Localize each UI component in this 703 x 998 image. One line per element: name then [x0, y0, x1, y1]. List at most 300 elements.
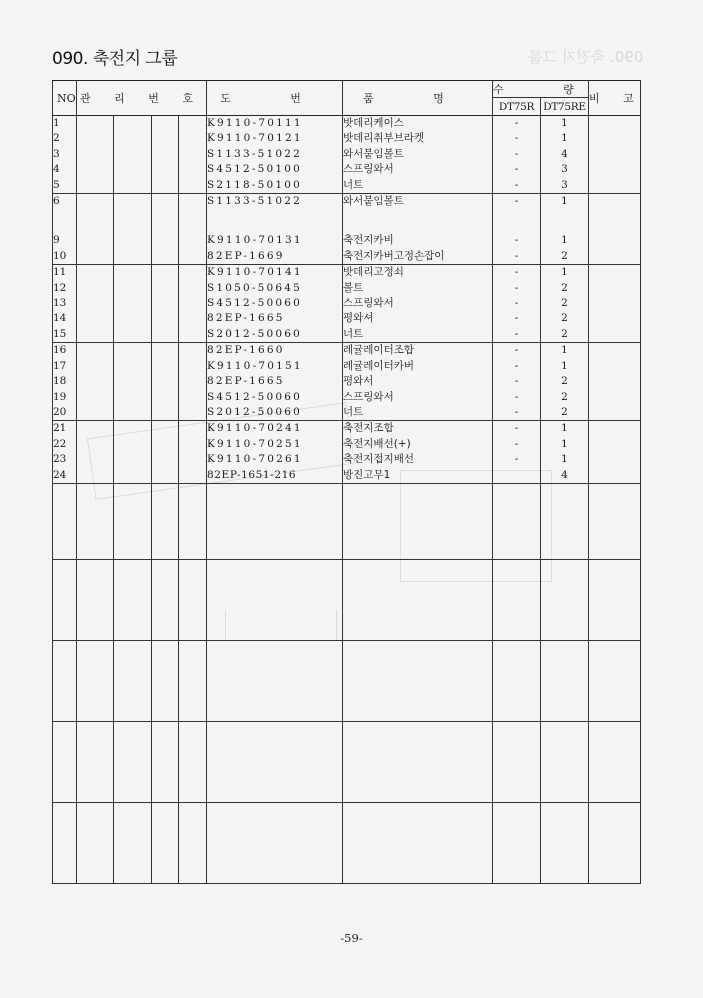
empty-cell — [207, 483, 343, 559]
part-name: 스프링와서 — [343, 296, 493, 311]
qty-dt75r: - — [493, 265, 541, 281]
drawing-number: S4512-50060 — [207, 390, 343, 405]
remarks-cell — [589, 249, 641, 265]
management-number-cell — [152, 374, 179, 389]
management-number-cell — [77, 116, 114, 132]
management-number-cell — [179, 421, 207, 437]
drawing-number: K9110-70251 — [207, 437, 343, 452]
table-row — [53, 178, 641, 194]
management-number-cell — [152, 359, 179, 374]
qty-dt75r: - — [493, 390, 541, 405]
empty-cell — [343, 209, 493, 233]
empty-cell — [541, 483, 589, 559]
drawing-number: S2012-50060 — [207, 327, 343, 343]
remarks-cell — [589, 405, 641, 421]
qty-dt75re: 4 — [541, 468, 589, 484]
empty-cell — [207, 209, 343, 233]
empty-cell — [179, 209, 207, 233]
management-number-cell — [114, 452, 152, 467]
part-name: 축전지접지배선 — [343, 452, 493, 467]
empty-row — [53, 559, 641, 640]
management-number-cell — [114, 281, 152, 296]
table-row — [53, 249, 641, 265]
management-number-cell — [114, 359, 152, 374]
empty-cell — [77, 483, 114, 559]
management-number-cell — [114, 327, 152, 343]
qty-dt75re: 3 — [541, 162, 589, 177]
qty-dt75r: - — [493, 162, 541, 177]
table-row — [53, 437, 641, 452]
empty-cell — [53, 209, 77, 233]
drawing-number: S2012-50060 — [207, 405, 343, 421]
header-no: NO — [53, 81, 77, 116]
empty-row — [53, 483, 641, 559]
empty-cell — [77, 209, 114, 233]
part-name: 밧데리고정쇠 — [343, 265, 493, 281]
empty-cell — [152, 559, 179, 640]
table-row — [53, 265, 641, 281]
table-row — [53, 147, 641, 162]
row-no: 14 — [53, 311, 77, 326]
management-number-cell — [114, 421, 152, 437]
empty-cell — [114, 640, 152, 721]
row-no: 24 — [53, 468, 77, 484]
drawing-number: K9110-70151 — [207, 359, 343, 374]
management-number-cell — [114, 147, 152, 162]
management-number-cell — [77, 343, 114, 359]
page-number: -59- — [340, 931, 363, 945]
part-name: 너트 — [343, 178, 493, 194]
part-name: 축전지조합 — [343, 421, 493, 437]
qty-dt75r: - — [493, 281, 541, 296]
header-management-number: 관 리 번 호 — [77, 81, 207, 116]
empty-cell — [343, 721, 493, 802]
qty-dt75re: 2 — [541, 281, 589, 296]
empty-cell — [589, 483, 641, 559]
drawing-number: K9110-70141 — [207, 265, 343, 281]
row-no: 4 — [53, 162, 77, 177]
remarks-cell — [589, 343, 641, 359]
management-number-cell — [179, 194, 207, 210]
remarks-cell — [589, 233, 641, 248]
part-name: 레귤레이터카버 — [343, 359, 493, 374]
empty-cell — [53, 483, 77, 559]
remarks-cell — [589, 359, 641, 374]
drawing-number: S4512-50100 — [207, 162, 343, 177]
empty-cell — [207, 802, 343, 883]
table-row — [53, 194, 641, 210]
qty-dt75re: 2 — [541, 249, 589, 265]
row-no: 12 — [53, 281, 77, 296]
drawing-number: 82EP-1665 — [207, 311, 343, 326]
empty-cell — [343, 640, 493, 721]
part-name: 축전지카비 — [343, 233, 493, 248]
part-name: 밧데리케이스 — [343, 116, 493, 132]
table-row — [53, 390, 641, 405]
management-number-cell — [114, 131, 152, 146]
drawing-number: S4512-50060 — [207, 296, 343, 311]
table-row — [53, 343, 641, 359]
qty-dt75re: 2 — [541, 374, 589, 389]
management-number-cell — [179, 452, 207, 467]
row-no: 2 — [53, 131, 77, 146]
empty-cell — [493, 802, 541, 883]
remarks-cell — [589, 311, 641, 326]
table-row — [53, 374, 641, 389]
management-number-cell — [114, 265, 152, 281]
remarks-cell — [589, 390, 641, 405]
part-name: 밧데리취부브라켓 — [343, 131, 493, 146]
management-number-cell — [152, 194, 179, 210]
part-name: 너트 — [343, 327, 493, 343]
empty-cell — [541, 721, 589, 802]
empty-cell — [589, 721, 641, 802]
part-name: 평와서 — [343, 374, 493, 389]
management-number-cell — [152, 437, 179, 452]
management-number-cell — [114, 405, 152, 421]
empty-row — [53, 640, 641, 721]
drawing-number: S1133-51022 — [207, 147, 343, 162]
management-number-cell — [114, 162, 152, 177]
row-no: 10 — [53, 249, 77, 265]
management-number-cell — [77, 162, 114, 177]
part-name: 축전지배선(+) — [343, 437, 493, 452]
row-no: 13 — [53, 296, 77, 311]
qty-dt75r: - — [493, 437, 541, 452]
drawing-number: K9110-70111 — [207, 116, 343, 132]
row-no: 1 — [53, 116, 77, 132]
management-number-cell — [179, 405, 207, 421]
header-quantity: 수 량 — [493, 81, 589, 98]
row-no: 11 — [53, 265, 77, 281]
qty-dt75re: 1 — [541, 437, 589, 452]
management-number-cell — [152, 162, 179, 177]
empty-cell — [114, 802, 152, 883]
qty-dt75re: 2 — [541, 311, 589, 326]
empty-cell — [152, 209, 179, 233]
qty-dt75r: - — [493, 178, 541, 194]
empty-cell — [541, 640, 589, 721]
header-remarks: 비 고 — [589, 81, 641, 116]
qty-dt75re: 1 — [541, 116, 589, 132]
qty-dt75r: - — [493, 296, 541, 311]
management-number-cell — [152, 405, 179, 421]
empty-cell — [343, 559, 493, 640]
management-number-cell — [179, 281, 207, 296]
management-number-cell — [152, 311, 179, 326]
drawing-number: S2118-50100 — [207, 178, 343, 194]
table-row — [53, 359, 641, 374]
remarks-cell — [589, 116, 641, 132]
part-name: 방진고무1 — [343, 468, 493, 484]
empty-cell — [207, 559, 343, 640]
empty-cell — [493, 721, 541, 802]
empty-cell — [179, 721, 207, 802]
remarks-cell — [589, 194, 641, 210]
empty-cell — [114, 209, 152, 233]
table-row — [53, 421, 641, 437]
management-number-cell — [114, 178, 152, 194]
qty-dt75r: - — [493, 452, 541, 467]
empty-cell — [179, 802, 207, 883]
part-name: 스프링와서 — [343, 162, 493, 177]
empty-cell — [114, 483, 152, 559]
table-row — [53, 405, 641, 421]
bleed-through-title: 090. 축전지 그룹 — [528, 48, 644, 66]
part-name: 와서붙임볼트 — [343, 194, 493, 210]
qty-dt75r: - — [493, 233, 541, 248]
qty-dt75re: 1 — [541, 421, 589, 437]
management-number-cell — [179, 116, 207, 132]
management-number-cell — [77, 359, 114, 374]
management-number-cell — [179, 374, 207, 389]
qty-dt75r — [493, 468, 541, 484]
empty-cell — [493, 640, 541, 721]
qty-dt75r: - — [493, 359, 541, 374]
table-row — [53, 296, 641, 311]
empty-cell — [53, 721, 77, 802]
qty-dt75r: - — [493, 131, 541, 146]
management-number-cell — [77, 233, 114, 248]
part-name: 너트 — [343, 405, 493, 421]
drawing-number: K9110-70131 — [207, 233, 343, 248]
management-number-cell — [77, 178, 114, 194]
empty-cell — [493, 209, 541, 233]
row-no: 23 — [53, 452, 77, 467]
management-number-cell — [152, 249, 179, 265]
table-row — [53, 116, 641, 132]
part-name: 볼트 — [343, 281, 493, 296]
qty-dt75re: 1 — [541, 131, 589, 146]
management-number-cell — [77, 374, 114, 389]
qty-dt75re: 3 — [541, 178, 589, 194]
empty-cell — [77, 559, 114, 640]
qty-dt75re: 2 — [541, 327, 589, 343]
management-number-cell — [77, 281, 114, 296]
empty-row — [53, 802, 641, 883]
empty-row — [53, 721, 641, 802]
qty-dt75r: - — [493, 147, 541, 162]
empty-cell — [77, 721, 114, 802]
management-number-cell — [114, 390, 152, 405]
empty-cell — [152, 721, 179, 802]
empty-cell — [207, 640, 343, 721]
management-number-cell — [114, 437, 152, 452]
management-number-cell — [179, 468, 207, 484]
management-number-cell — [179, 265, 207, 281]
header-qty-dt75r: DT75R — [493, 98, 541, 116]
qty-dt75re: 4 — [541, 147, 589, 162]
management-number-cell — [152, 131, 179, 146]
remarks-cell — [589, 131, 641, 146]
drawing-number: K9110-70241 — [207, 421, 343, 437]
qty-dt75r: - — [493, 374, 541, 389]
empty-cell — [541, 559, 589, 640]
management-number-cell — [152, 147, 179, 162]
remarks-cell — [589, 281, 641, 296]
row-no: 15 — [53, 327, 77, 343]
remarks-cell — [589, 265, 641, 281]
management-number-cell — [114, 233, 152, 248]
row-no: 9 — [53, 233, 77, 248]
management-number-cell — [77, 405, 114, 421]
part-name: 와서붙임볼트 — [343, 147, 493, 162]
management-number-cell — [179, 390, 207, 405]
management-number-cell — [152, 468, 179, 484]
management-number-cell — [114, 311, 152, 326]
empty-cell — [179, 559, 207, 640]
drawing-number: K9110-70261 — [207, 452, 343, 467]
management-number-cell — [77, 194, 114, 210]
table-row — [53, 452, 641, 467]
management-number-cell — [179, 178, 207, 194]
qty-dt75re: 1 — [541, 194, 589, 210]
management-number-cell — [152, 116, 179, 132]
table-row — [53, 162, 641, 177]
empty-cell — [53, 559, 77, 640]
drawing-number: 82EP-1669 — [207, 249, 343, 265]
empty-cell — [493, 559, 541, 640]
empty-cell — [343, 802, 493, 883]
remarks-cell — [589, 327, 641, 343]
management-number-cell — [179, 327, 207, 343]
management-number-cell — [179, 147, 207, 162]
empty-row — [53, 209, 641, 233]
management-number-cell — [77, 296, 114, 311]
management-number-cell — [179, 359, 207, 374]
empty-cell — [152, 483, 179, 559]
remarks-cell — [589, 147, 641, 162]
empty-cell — [589, 559, 641, 640]
part-name: 평와셔 — [343, 311, 493, 326]
row-no: 6 — [53, 194, 77, 210]
remarks-cell — [589, 374, 641, 389]
management-number-cell — [152, 178, 179, 194]
management-number-cell — [152, 327, 179, 343]
management-number-cell — [114, 468, 152, 484]
management-number-cell — [114, 343, 152, 359]
management-number-cell — [77, 437, 114, 452]
empty-cell — [53, 802, 77, 883]
management-number-cell — [179, 233, 207, 248]
qty-dt75re: 2 — [541, 296, 589, 311]
empty-cell — [541, 209, 589, 233]
empty-cell — [114, 721, 152, 802]
management-number-cell — [152, 343, 179, 359]
management-number-cell — [179, 162, 207, 177]
management-number-cell — [77, 147, 114, 162]
empty-cell — [589, 802, 641, 883]
row-no: 17 — [53, 359, 77, 374]
management-number-cell — [77, 249, 114, 265]
qty-dt75re: 1 — [541, 359, 589, 374]
table-row — [53, 327, 641, 343]
drawing-number: 82EP-1660 — [207, 343, 343, 359]
drawing-number: 82EP-1665 — [207, 374, 343, 389]
qty-dt75r: - — [493, 116, 541, 132]
management-number-cell — [114, 374, 152, 389]
qty-dt75r: - — [493, 405, 541, 421]
empty-cell — [179, 640, 207, 721]
row-no: 19 — [53, 390, 77, 405]
table-row — [53, 131, 641, 146]
management-number-cell — [77, 421, 114, 437]
management-number-cell — [152, 281, 179, 296]
empty-cell — [53, 640, 77, 721]
qty-dt75re: 1 — [541, 343, 589, 359]
header-part-name: 품 명 — [343, 81, 493, 116]
management-number-cell — [77, 452, 114, 467]
qty-dt75r: - — [493, 343, 541, 359]
remarks-cell — [589, 468, 641, 484]
empty-cell — [589, 209, 641, 233]
qty-dt75re: 2 — [541, 390, 589, 405]
management-number-cell — [152, 233, 179, 248]
parts-table-body — [53, 116, 641, 884]
empty-cell — [114, 559, 152, 640]
part-name: 스프링와서 — [343, 390, 493, 405]
qty-dt75r: - — [493, 327, 541, 343]
management-number-cell — [152, 390, 179, 405]
row-no: 16 — [53, 343, 77, 359]
table-row — [53, 233, 641, 248]
management-number-cell — [152, 296, 179, 311]
empty-cell — [343, 483, 493, 559]
empty-cell — [493, 483, 541, 559]
empty-cell — [179, 483, 207, 559]
part-name: 축전지카버고정손잡이 — [343, 249, 493, 265]
management-number-cell — [152, 265, 179, 281]
qty-dt75r: - — [493, 311, 541, 326]
drawing-number: K9110-70121 — [207, 131, 343, 146]
empty-cell — [541, 802, 589, 883]
management-number-cell — [179, 131, 207, 146]
management-number-cell — [77, 131, 114, 146]
row-no: 5 — [53, 178, 77, 194]
management-number-cell — [77, 265, 114, 281]
management-number-cell — [179, 249, 207, 265]
management-number-cell — [114, 296, 152, 311]
remarks-cell — [589, 452, 641, 467]
management-number-cell — [152, 421, 179, 437]
management-number-cell — [77, 390, 114, 405]
management-number-cell — [77, 327, 114, 343]
row-no: 3 — [53, 147, 77, 162]
qty-dt75re: 1 — [541, 233, 589, 248]
table-row — [53, 281, 641, 296]
parts-table — [52, 80, 644, 884]
row-no: 18 — [53, 374, 77, 389]
empty-cell — [77, 640, 114, 721]
part-name: 레귤레이터조합 — [343, 343, 493, 359]
remarks-cell — [589, 437, 641, 452]
row-no: 20 — [53, 405, 77, 421]
table-row — [53, 468, 641, 484]
drawing-number: S1050-50645 — [207, 281, 343, 296]
management-number-cell — [179, 311, 207, 326]
header-qty-dt75re: DT75RE — [541, 98, 589, 116]
header-drawing-number: 도 번 — [207, 81, 343, 116]
management-number-cell — [77, 468, 114, 484]
row-no: 21 — [53, 421, 77, 437]
management-number-cell — [179, 296, 207, 311]
remarks-cell — [589, 178, 641, 194]
empty-cell — [77, 802, 114, 883]
qty-dt75re: 1 — [541, 265, 589, 281]
table-row — [53, 311, 641, 326]
management-number-cell — [114, 249, 152, 265]
qty-dt75r: - — [493, 421, 541, 437]
